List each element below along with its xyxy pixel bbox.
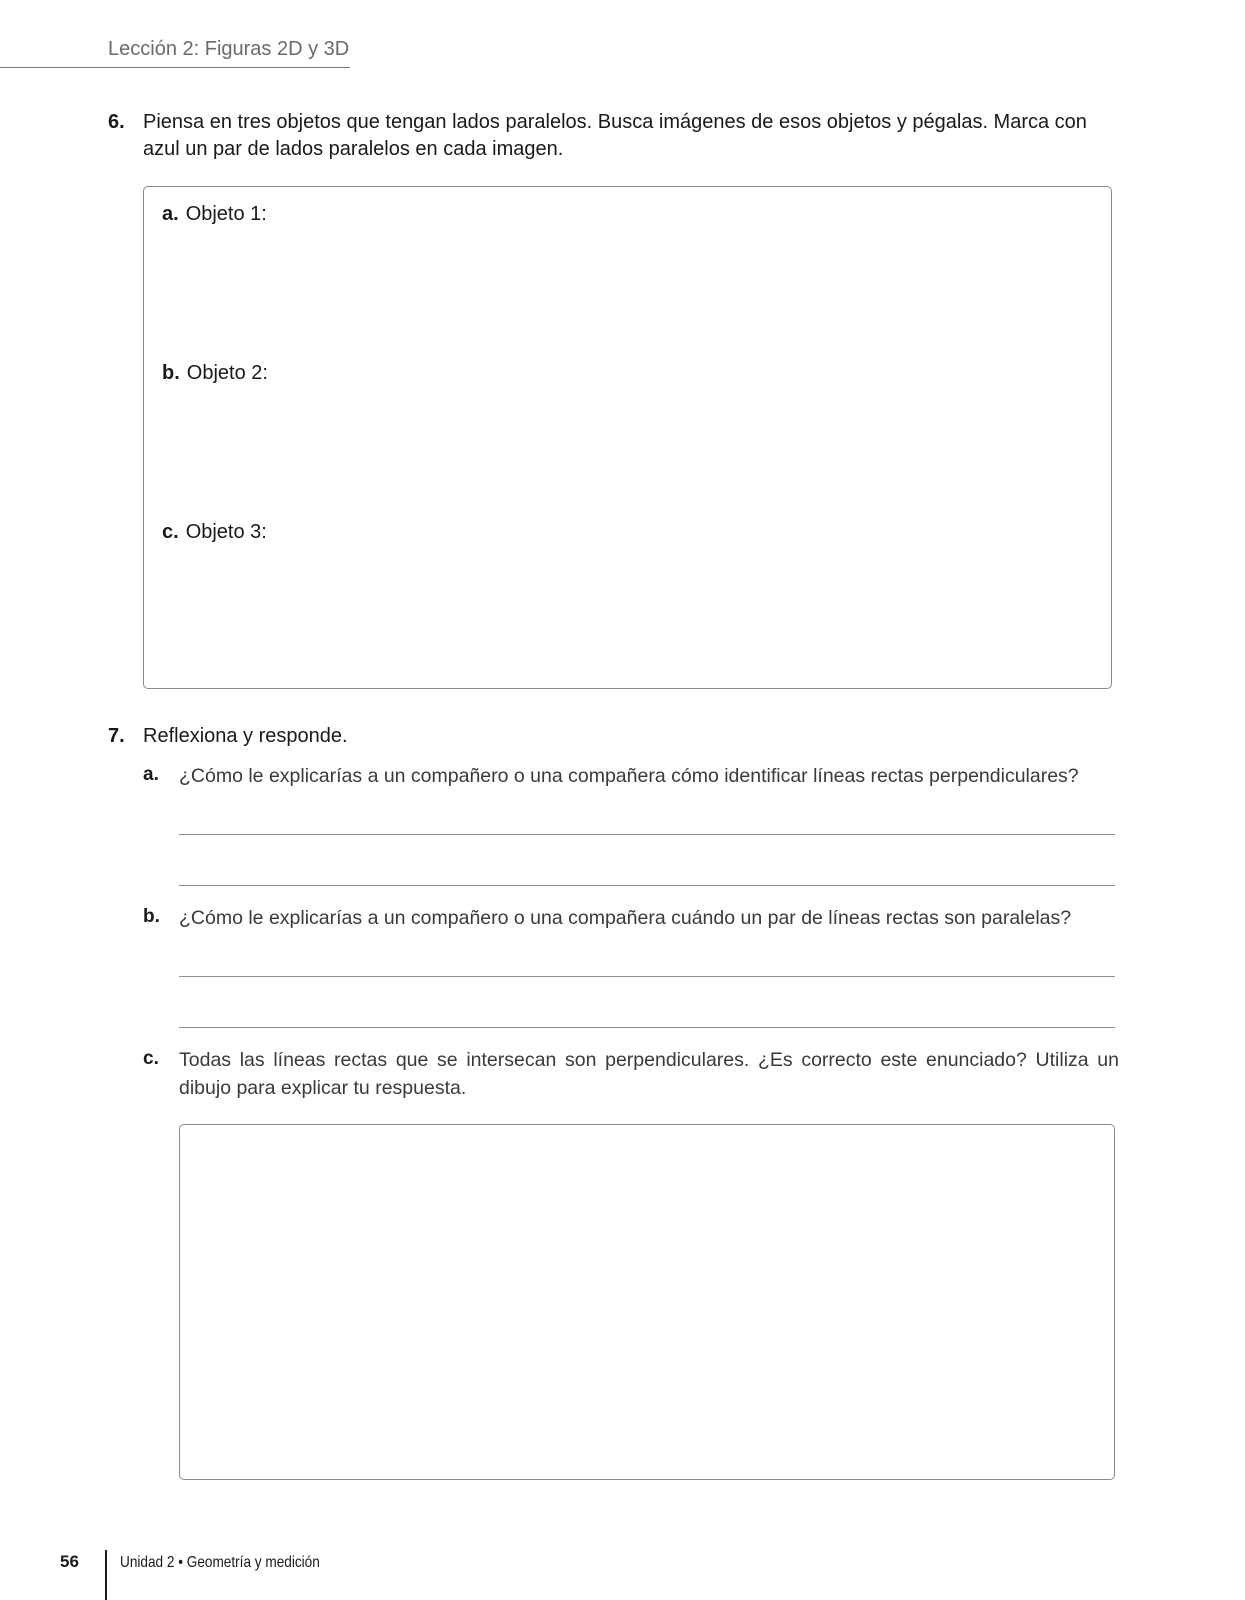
question-7-text: Reflexiona y responde. [143,725,348,747]
answer-line[interactable] [179,976,1115,977]
page-number: 56 [60,1552,79,1571]
question-7b-text: ¿Cómo le explicarías a un compañero o una compañera cuándo un par de líneas rectas son paralelas? [179,907,1072,929]
question-7b-letter: b. [143,906,160,927]
answer-line[interactable] [179,834,1115,835]
item-letter: a. [162,203,179,225]
header-divider [0,67,350,68]
item-letter: b. [162,362,180,384]
question-7a-letter: a. [143,764,159,785]
question-6-item-a [162,203,267,226]
question-6-text: Piensa en tres objetos que tengan lados paralelos. Busca imágenes de esos objetos y pégalas. Marca con azul un par de lados paralelos en cada imagen. [143,111,1087,160]
unit-title: Unidad 2 • Geometría y medición [120,1554,320,1571]
answer-line[interactable] [179,1027,1115,1028]
question-7a-text: ¿Cómo le explicarías a un compañero o una compañera cómo identificar líneas rectas perpendiculares? [179,765,1079,787]
question-6-number: 6. [108,111,125,133]
item-letter: c. [162,521,179,543]
question-7c-letter: c. [143,1048,159,1069]
footer-divider [105,1550,107,1600]
item-label: Objeto 3: [185,521,267,543]
question-7c-text: Todas las líneas rectas que se intersecan son perpendiculares. ¿Es correcto este enunciado? Utiliza un dibujo para explicar tu respuesta. [179,1049,1119,1099]
question-7c-drawing-box[interactable] [179,1124,1115,1480]
lesson-title: Lección 2: Figuras 2D y 3D [108,38,350,60]
question-6-answer-box[interactable] [143,186,1112,689]
question-6-item-c [162,521,267,544]
item-label: Objeto 1: [185,203,267,225]
answer-line[interactable] [179,885,1115,886]
question-6-item-b [162,362,268,385]
item-label: Objeto 2: [186,362,268,384]
question-7-number: 7. [108,725,125,747]
